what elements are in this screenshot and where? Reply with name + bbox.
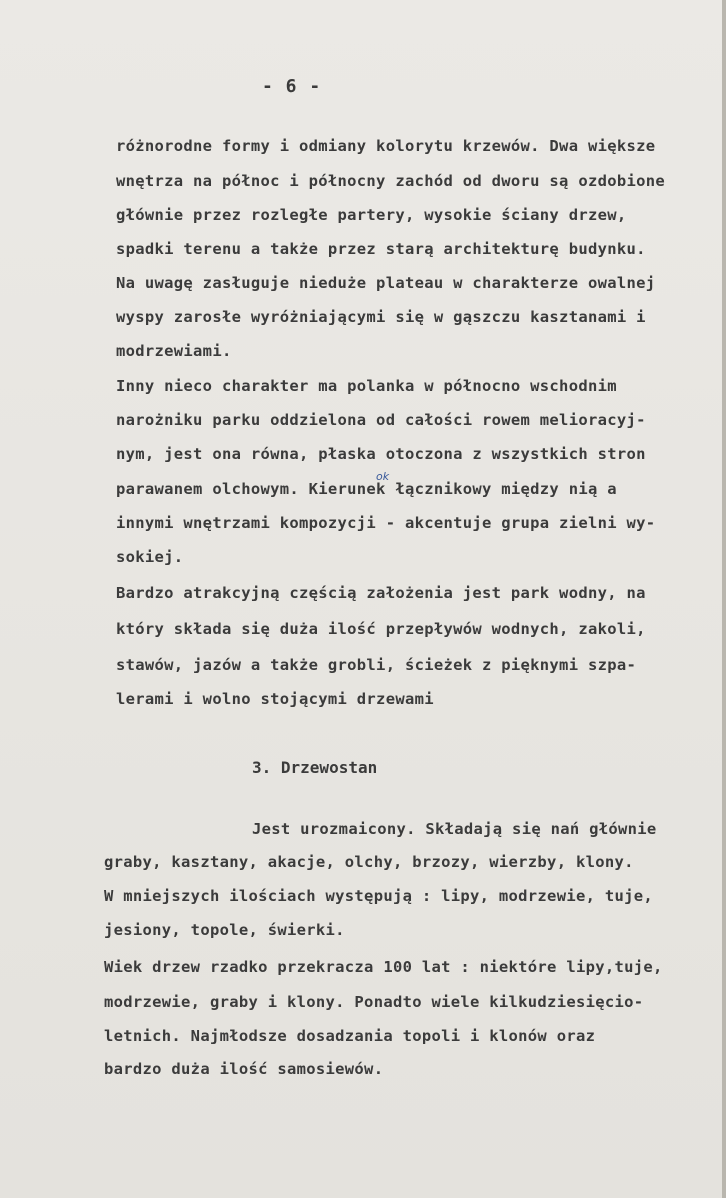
text-line: wyspy zarosłe wyróżniającymi się w gąszczu kasztanami i	[116, 308, 646, 326]
text-line: modrzewiami.	[116, 342, 232, 360]
text-line: graby, kasztany, akacje, olchy, brzozy, wierzby, klony.	[104, 853, 634, 871]
page-number: - 6 -	[262, 76, 322, 97]
text-line: Bardzo atrakcyjną częścią założenia jest park wodny, na	[116, 584, 646, 602]
text-line: narożniku parku oddzielona od całości rowem melioracyj-	[116, 411, 646, 429]
text-line: wnętrza na północ i północny zachód od dworu są ozdobione	[116, 172, 666, 190]
text-line: W mniejszych ilościach występują : lipy, modrzewie, tuje,	[104, 887, 654, 905]
text-line: stawów, jazów a także grobli, ścieżek z pięknymi szpa-	[116, 656, 637, 674]
text-line: Inny nieco charakter ma polanka w północno wschodnim	[116, 377, 617, 395]
text-line: głównie przez rozległe partery, wysokie ściany drzew,	[116, 206, 627, 224]
text-line: bardzo duża ilość samosiewów.	[104, 1060, 384, 1078]
text-line: lerami i wolno stojącymi drzewami	[116, 690, 434, 708]
text-line: modrzewie, graby i klony. Ponadto wiele kilkudziesięcio-	[104, 993, 644, 1011]
text-line: różnorodne formy i odmiany kolorytu krzewów. Dwa większe	[116, 137, 656, 155]
text-line: parawanem olchowym. Kierunek łącznikowy między nią a	[116, 480, 617, 498]
text-line: Na uwagę zasługuje nieduże plateau w charakterze owalnej	[116, 274, 656, 292]
section-heading: 3. Drzewostan	[252, 758, 378, 777]
handwritten-correction: ok	[376, 470, 390, 483]
text-line: innymi wnętrzami kompozycji - akcentuje grupa zielni wy-	[116, 514, 656, 532]
text-line: nym, jest ona równa, płaska otoczona z wszystkich stron	[116, 445, 646, 463]
text-line: Wiek drzew rzadko przekracza 100 lat : niektóre lipy,tuje,	[104, 958, 663, 976]
text-line: który składa się duża ilość przepływów wodnych, zakoli,	[116, 620, 646, 638]
text-line: jesiony, topole, świerki.	[104, 921, 345, 939]
text-line: sokiej.	[116, 548, 184, 566]
text-line: letnich. Najmłodsze dosadzania topoli i klonów oraz	[104, 1027, 596, 1045]
text-line: Jest urozmaicony. Składają się nań głównie	[252, 820, 657, 838]
text-line: spadki terenu a także przez starą architekturę budynku.	[116, 240, 646, 258]
